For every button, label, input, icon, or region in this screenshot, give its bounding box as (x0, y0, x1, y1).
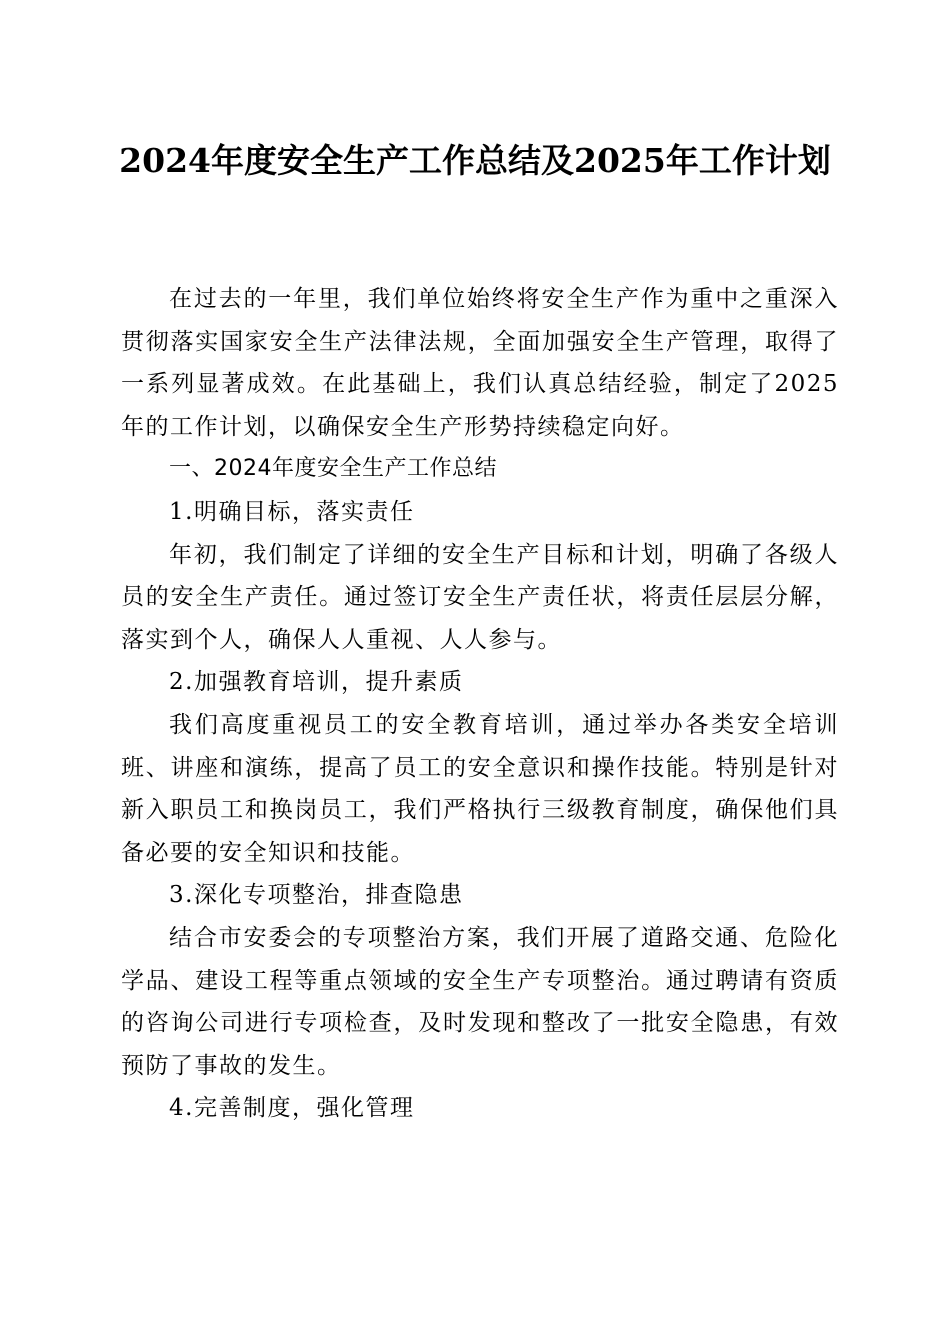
subsection-paragraph-3: 结合市安委会的专项整治方案，我们开展了道路交通、危险化学品、建设工程等重点领域的安全生产专项整治。通过聘请有资质的咨询公司进行专项检查，及时发现和整改了一批安全隐患，有效预防了事故的发生。 (121, 924, 839, 1079)
subsection-heading-3: 3.深化专项整治，排查隐患 (169, 882, 464, 909)
subsection-paragraph-1: 年初，我们制定了详细的安全生产目标和计划，明确了各级人员的安全生产责任。通过签订安全生产责任状，将责任层层分解，落实到个人，确保人人重视、人人参与。 (121, 541, 839, 653)
document-body (121, 278, 839, 1130)
subsection-heading-4: 4.完善制度，强化管理 (169, 1095, 415, 1122)
subsection-paragraph-2: 我们高度重视员工的安全教育培训，通过举办各类安全培训班、讲座和演练，提高了员工的安全意识和操作技能。特别是针对新入职员工和换岗员工，我们严格执行三级教育制度，确保他们具备必要的安全知识和技能。 (121, 711, 839, 866)
subsection-heading-1: 1.明确目标，落实责任 (169, 498, 415, 525)
document-title: 2024年度安全生产工作总结及2025年工作计划 (119, 141, 831, 180)
section-heading-1: 一、2024年度安全生产工作总结 (169, 456, 497, 482)
subsection-heading-2: 2.加强教育培训，提升素质 (169, 669, 464, 696)
intro-paragraph: 在过去的一年里，我们单位始终将安全生产作为重中之重深入贯彻落实国家安全生产法律法规，全面加强安全生产管理，取得了一系列显著成效。在此基础上，我们认真总结经验，制定了2025年的工作计划，以确保安全生产形势持续稳定向好。 (121, 286, 839, 440)
